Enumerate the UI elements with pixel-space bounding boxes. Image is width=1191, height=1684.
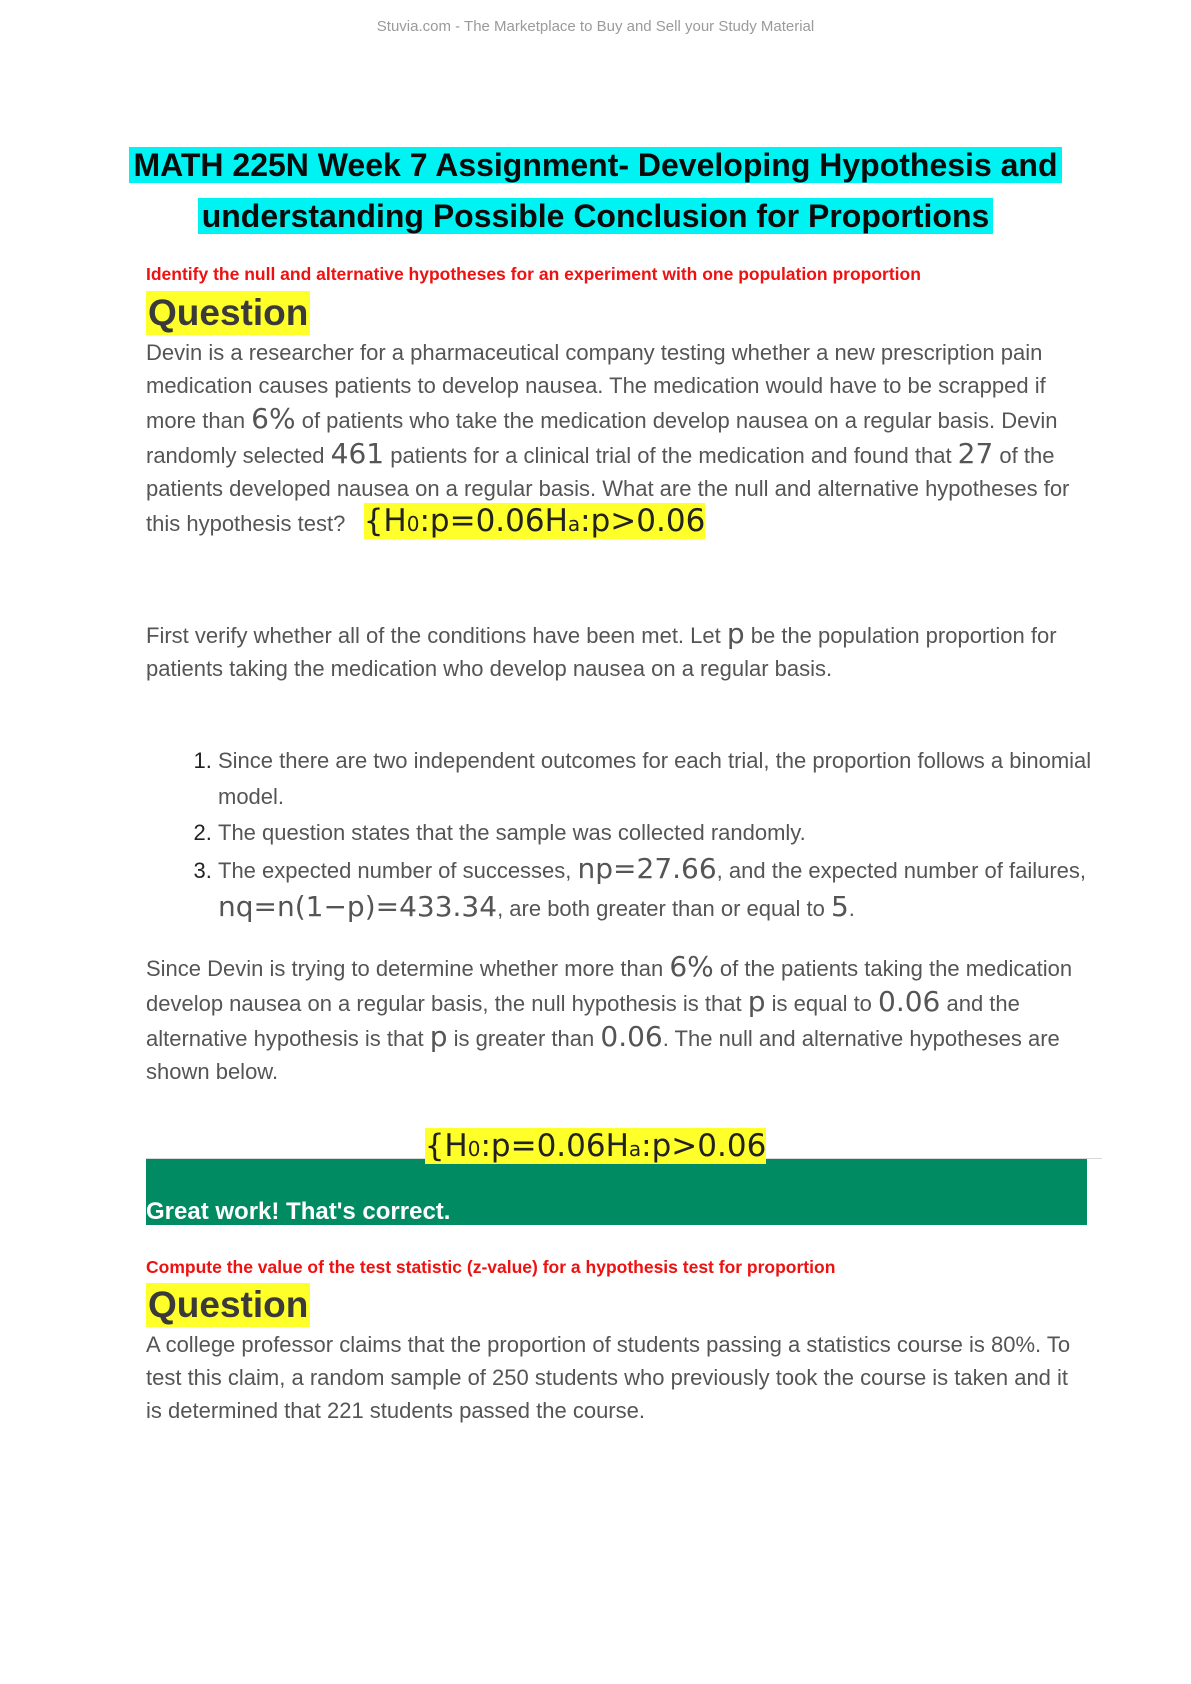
question-text-part: of patients who take the medication develop nausea on a regular basis. Devin randomly selected (146, 408, 1058, 468)
null-value: 0.06 (878, 985, 941, 1018)
expected-successes: np=27.66 (577, 852, 717, 885)
answer-part: :p>0.06 (641, 1128, 767, 1164)
conclusion-text-part: and the alternative hypothesis is that (146, 991, 1020, 1051)
conclusion-text-part: of the patients taking the medication develop nausea on a regular basis, the null hypothesis is that (146, 956, 1073, 1016)
hypotheses-formula-centered (0, 1128, 1191, 1164)
percent-value: 6% (669, 950, 714, 983)
section-heading-test-statistic: Compute the value of the test statistic (z-value) for a hypothesis test for proportion (146, 1257, 836, 1277)
answer-subscript: a (628, 1137, 642, 1161)
verify-text-part: First verify whether all of the conditions have been met. Let (146, 623, 727, 648)
conclusion-text-part: is equal to (765, 991, 879, 1016)
conditions-list (176, 743, 1118, 927)
answer-part: :p=0.06H (419, 503, 568, 539)
alt-value: 0.06 (600, 1020, 663, 1053)
variable-p: p (747, 985, 766, 1018)
conclusion-paragraph (146, 950, 1076, 1088)
answer-subscript: 0 (406, 512, 420, 536)
answer-part: :p>0.06 (580, 503, 706, 539)
answer-subscript: a (567, 512, 581, 536)
condition-item (218, 851, 1118, 927)
hypotheses-answer (364, 503, 706, 539)
successes-value: 27 (957, 437, 994, 470)
condition-item: 1. Since there are two independent outcomes for each trial, the proportion follows a binomial model. (218, 743, 1118, 815)
hypotheses-answer-centered (425, 1128, 767, 1164)
sample-size-value: 461 (330, 437, 385, 470)
question-text-part: Devin is a researcher for a pharmaceutical company testing whether a new prescription pain medication causes patients to develop nausea. The medication would have to be scrapped if more than (146, 340, 1046, 433)
threshold-value: 5 (830, 890, 849, 923)
answer-subscript: 0 (467, 1137, 481, 1161)
question-label: Question (148, 1284, 309, 1325)
conclusion-text-part: Since Devin is trying to determine whether more than (146, 956, 670, 981)
question-text: A college professor claims that the proportion of students passing a statistics course is 80%. To test this claim, a random sample of 250 students who previously took the course is taken and it is determined that 221 students passed the course. (146, 1332, 1071, 1423)
conclusion-text-part: is greater than (447, 1026, 601, 1051)
question-text (146, 336, 1076, 541)
title-line-1: MATH 225N Week 7 Assignment- Developing Hypothesis and (129, 147, 1061, 183)
variable-p: p (429, 1020, 448, 1053)
header-note: Stuvia.com - The Marketplace to Buy and Sell your Study Material (376, 18, 815, 35)
question-label: Question (148, 292, 309, 333)
percent-value: 6% (251, 402, 296, 435)
condition-item: 2. The question states that the sample was collected randomly. (218, 815, 1118, 851)
question-text-part: of the patients developed nausea on a regular basis. What are the null and alternative hypotheses for this hypothesis test? (146, 443, 1070, 536)
section-heading-hypotheses: Identify the null and alternative hypotheses for an experiment with one population proportion (146, 264, 921, 284)
answer-part: {H (424, 1128, 468, 1164)
answer-part: {H (363, 503, 407, 539)
condition-text-part: , are both greater than or equal to (497, 896, 831, 921)
expected-failures: nq=n(1−p)=433.34 (218, 890, 498, 923)
question-text-part: patients for a clinical trial of the medication and found that (384, 443, 958, 468)
verify-text-part: be the population proportion for patients taking the medication who develop nausea on a regular basis. (146, 623, 1057, 681)
conclusion-text-part: . The null and alternative hypotheses are shown below. (146, 1026, 1060, 1084)
answer-part: :p=0.06H (480, 1128, 629, 1164)
document-title (120, 143, 1071, 245)
variable-p: p (726, 617, 745, 650)
feedback-message: Great work! That's correct. (146, 1198, 451, 1225)
title-line-2: understanding Possible Conclusion for Proportions (198, 198, 994, 234)
condition-text-part: , and the expected number of failures, (716, 858, 1087, 883)
condition-text-part: . (848, 896, 855, 921)
condition-text-part: The expected number of successes, (218, 858, 578, 883)
verify-paragraph (146, 617, 1076, 685)
